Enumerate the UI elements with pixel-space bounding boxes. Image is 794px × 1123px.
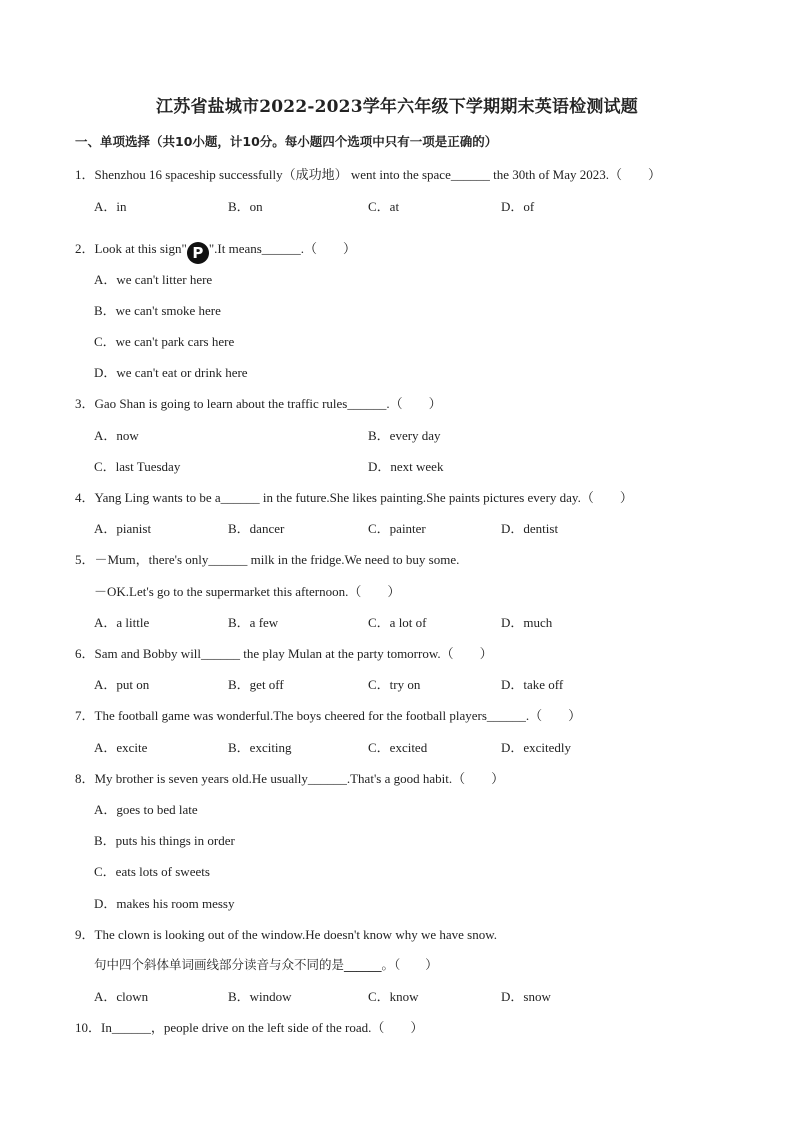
q2-option-b[interactable]: B．we can't smoke here	[94, 303, 221, 318]
q8-option-d[interactable]: D．makes his room messy	[94, 896, 235, 911]
q6-option-a[interactable]: A．put on	[94, 677, 150, 692]
q1-option-d[interactable]: D．of	[501, 199, 535, 214]
q1-option-a[interactable]: A．in	[94, 199, 127, 214]
question-7: 7．The football game was wonderful.The boys cheered for the football players______.（ ）	[75, 708, 582, 723]
q6-option-d[interactable]: D．take off	[501, 677, 564, 692]
question-5-reply: －OK.Let's go to the supermarket this afternoon.（ ）	[94, 584, 401, 599]
q9-option-b[interactable]: B．window	[228, 989, 292, 1004]
question-9: 9．The clown is looking out of the window.He doesn't know why we have snow.	[75, 927, 498, 942]
question-1: 1．Shenzhou 16 spaceship successfully（成功地） went into the space______ the 30th of May 2023.（ ）	[75, 167, 661, 182]
q8-option-b[interactable]: B．puts his things in order	[94, 833, 235, 848]
question-4: 4．Yang Ling wants to be a______ in the future.She likes painting.She paints pictures every day.（ ）	[75, 490, 633, 505]
q2-text-before: 2．Look at this sign"	[75, 241, 187, 256]
question-5: 5．－Mum，there's only______ milk in the fridge.We need to buy some.	[75, 552, 460, 567]
q1-option-c[interactable]: C．at	[368, 199, 400, 214]
q5-option-b[interactable]: B．a few	[228, 615, 279, 630]
q6-option-b[interactable]: B．get off	[228, 677, 284, 692]
q9-option-a[interactable]: A．clown	[94, 989, 149, 1004]
q3-option-b[interactable]: B．every day	[368, 428, 441, 443]
q4-option-c[interactable]: C．painter	[368, 521, 426, 536]
q9-option-d[interactable]: D．snow	[501, 989, 551, 1004]
question-3: 3．Gao Shan is going to learn about the traffic rules______.（ ）	[75, 396, 442, 411]
question-2	[75, 238, 356, 264]
q5-option-c[interactable]: C．a lot of	[368, 615, 427, 630]
q7-option-a[interactable]: A．excite	[94, 740, 148, 755]
q5-option-d[interactable]: D．much	[501, 615, 553, 630]
q2-option-d[interactable]: D．we can't eat or drink here	[94, 365, 248, 380]
page-title: 江苏省盐城市2022-2023学年六年级下学期期末英语检测试题	[156, 97, 638, 117]
q4-option-d[interactable]: D．dentist	[501, 521, 559, 536]
q1-option-b[interactable]: B．on	[228, 199, 263, 214]
question-6: 6．Sam and Bobby will______ the play Mulan at the party tomorrow.（ ）	[75, 646, 493, 661]
question-9-instruction: 句中四个斜体单词画线部分读音与众不同的是______。（ ）	[94, 957, 438, 972]
q2-option-a[interactable]: A．we can't litter here	[94, 272, 213, 287]
q8-option-a[interactable]: A．goes to bed late	[94, 802, 198, 817]
q2-text-after: ".It means______.（ ）	[208, 241, 357, 256]
q7-option-c[interactable]: C．excited	[368, 740, 428, 755]
question-10: 10．In______，people drive on the left side of the road.（ ）	[75, 1020, 424, 1035]
q5-option-a[interactable]: A．a little	[94, 615, 150, 630]
q3-option-a[interactable]: A．now	[94, 428, 139, 443]
q8-option-c[interactable]: C．eats lots of sweets	[94, 864, 210, 879]
q7-option-d[interactable]: D．excitedly	[501, 740, 572, 755]
question-8: 8．My brother is seven years old.He usually______.That's a good habit.（ ）	[75, 771, 505, 786]
q7-option-b[interactable]: B．exciting	[228, 740, 292, 755]
q4-option-b[interactable]: B．dancer	[228, 521, 285, 536]
q3-option-c[interactable]: C．last Tuesday	[94, 459, 181, 474]
q9-option-c[interactable]: C．know	[368, 989, 419, 1004]
q2-option-c[interactable]: C．we can't park cars here	[94, 334, 235, 349]
section-heading: 一、单项选择（共10小题，计10分。每小题四个选项中只有一项是正确的）	[75, 134, 498, 149]
q3-option-d[interactable]: D．next week	[368, 459, 444, 474]
q4-option-a[interactable]: A．pianist	[94, 521, 152, 536]
q6-option-c[interactable]: C．try on	[368, 677, 421, 692]
no-parking-sign-icon: P	[187, 242, 209, 264]
